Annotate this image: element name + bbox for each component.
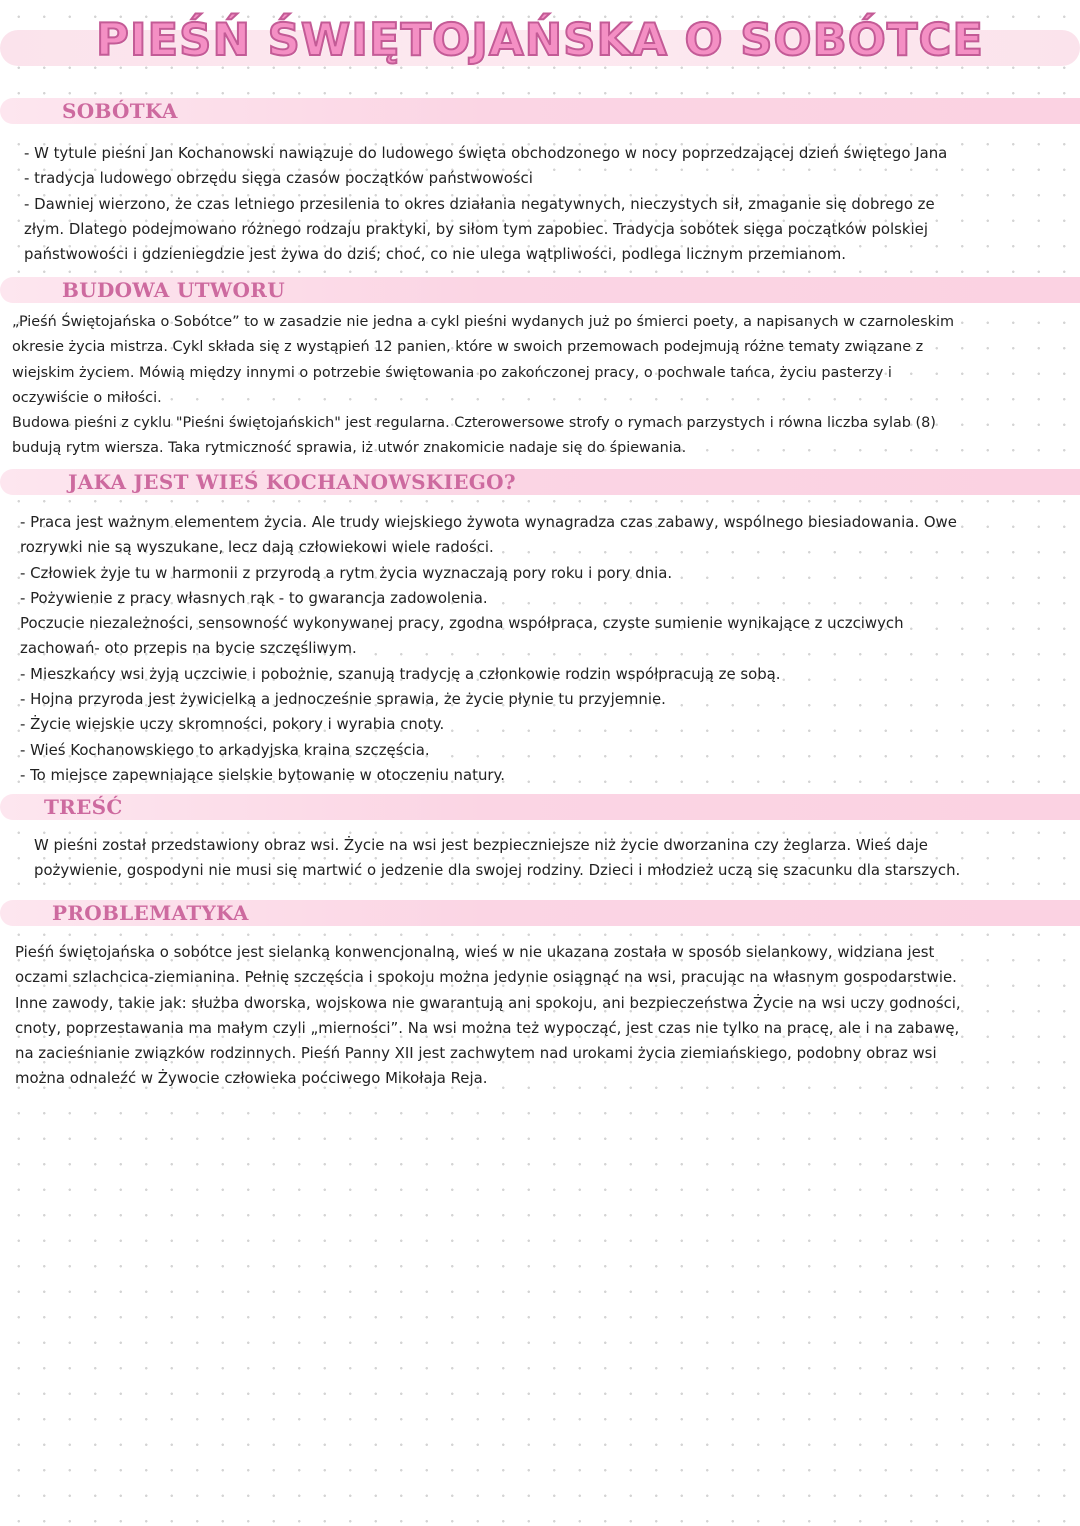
text-line: okresie życia mistrza. Cykl składa się z wystąpień 12 panien, które w swoich przemowach podejmują różne tematy związane z [12, 339, 924, 356]
text-line: budują rytm wiersza. Taka rytmiczność sprawia, iż utwór znakomicie nadaje się do śpiewania. [12, 440, 687, 457]
text-line: Pieśń świętojańska o sobótce jest sielanką konwencjonalną, wieś w nie ukazana została w sposób sielankowy, widziana jest [15, 943, 935, 961]
section-heading-sobotka: SOBÓTKA [62, 99, 178, 123]
text-line: - Człowiek żyje tu w harmonii z przyrodą a rytm życia wyznaczają pory roku i pory dnia. [20, 563, 673, 582]
text-line: - Pożywienie z pracy własnych rąk - to gwarancja zadowolenia. [20, 588, 488, 607]
section-heading-wies: JAKA JEST WIEŚ KOCHANOWSKIEGO? [68, 470, 516, 494]
section-heading-budowa: BUDOWA UTWORU [62, 278, 285, 302]
text-line: cnoty, poprzestawania ma małym czyli „mierności”. Na wsi można też wypocząć, jest czas nie tylko na pracę, ale i na zabawę, [15, 1018, 960, 1037]
section-body-problematyka [15, 940, 961, 1092]
text-line: - Dawniej wierzono, że czas letniego przesilenia to okres działania negatywnych, nieczystych sił, zmaganie się dobrego ze [24, 194, 935, 213]
text-line: W pieśni został przedstawiony obraz wsi. Życie na wsi jest bezpieczniejsze niż życie dworzanina czy żeglarza. Wieś daje [34, 836, 928, 854]
text-line: - Życie wiejskie uczy skromności, pokory i wyrabia cnoty. [20, 715, 445, 734]
text-line: - W tytule pieśni Jan Kochanowski nawiązuje do ludowego święta obchodzonego w nocy poprzedzającej dzień świętego Jana [24, 144, 948, 162]
section-body-budowa [12, 310, 954, 462]
text-line: złym. Dlatego podejmowano różnego rodzaju praktyki, by siłom tym zapobiec. Tradycja sobótek sięga początków polskiej [24, 219, 928, 238]
text-line: wiejskim życiem. Mówią między innymi o potrzebie świętowania po zakończonej pracy, o pochwale tańca, życiu pasterzy i [12, 364, 892, 381]
text-line: - Mieszkańcy wsi żyją uczciwie i pobożnie, szanują tradycję a członkowie rodzin współpracują ze sobą. [20, 664, 781, 683]
text-line: Budowa pieśni z cyklu "Pieśni świętojańskich" jest regularna. Czterowersowe strofy o rymach parzystych i równa liczba sylab (8) [12, 415, 936, 432]
section-band-tresc [0, 794, 1080, 820]
text-line: pożywienie, gospodyni nie musi się martwić o jedzenie dla swojej rodziny. Dzieci i młodzież uczą się szacunku dla starszych. [34, 861, 961, 880]
text-line: oczami szlachcica-ziemianina. Pełnię szczęścia i spokoju można jedynie osiągnąć na wsi, pracując na własnym gospodarstwie. [15, 968, 957, 987]
section-body-sobotka [24, 141, 947, 267]
text-line: na zacieśnianie związków rodzinnych. Pieśń Panny XII jest zachwytem nad urokami życia ziemiańskiego, podobny obraz wsi [15, 1044, 937, 1063]
section-heading-problematyka: PROBLEMATYKA [52, 901, 249, 925]
text-line: - Wieś Kochanowskiego to arkadyjska kraina szczęścia. [20, 740, 430, 759]
text-line: rozrywki nie są wyszukane, lecz dają człowiekowi wiele radości. [20, 538, 494, 557]
section-body-tresc [34, 833, 960, 884]
section-body-wies [20, 510, 957, 788]
text-line: - tradycja ludowego obrzędu sięga czasów początków państwowości [24, 169, 533, 188]
text-line: można odnaleźć w Żywocie człowieka poćciwego Mikołaja Reja. [15, 1069, 488, 1088]
text-line: zachowań- oto przepis na bycie szczęśliwym. [20, 639, 357, 658]
page-title: PIEŚŃ ŚWIĘTOJAŃSKA O SOBÓTCE [96, 13, 984, 66]
section-heading-tresc: TREŚĆ [44, 795, 123, 819]
text-line: Poczucie niezależności, sensowność wykonywanej pracy, zgodna współpraca, czyste sumienie wynikające z uczciwych [20, 614, 904, 633]
text-line: - Hojna przyroda jest żywicielką a jednocześnie sprawia, że życie płynie tu przyjemnie. [20, 690, 666, 709]
text-line: państwowości i gdzieniegdzie jest żywa do dziś; choć, co nie ulega wątpliwości, podlega licznym przemianom. [24, 245, 847, 264]
text-line: Inne zawody, takie jak: służba dworska, wojskowa nie gwarantują ani spokoju, ani bezpieczeństwa Życie na wsi uczy godności, [15, 993, 961, 1012]
text-line: - Praca jest ważnym elementem życia. Ale trudy wiejskiego żywota wynagradza czas zabawy, wspólnego biesiadowania. Owe [20, 513, 957, 531]
text-line: „Pieśń Świętojańska o Sobótce” to w zasadzie nie jedna a cykl pieśni wydanych już po śmierci poety, a napisanych w czarnoleskim [12, 314, 955, 330]
text-line: oczywiście o miłości. [12, 389, 162, 406]
text-line: - To miejsce zapewniające sielskie bytowanie w otoczeniu natury. [20, 765, 505, 784]
